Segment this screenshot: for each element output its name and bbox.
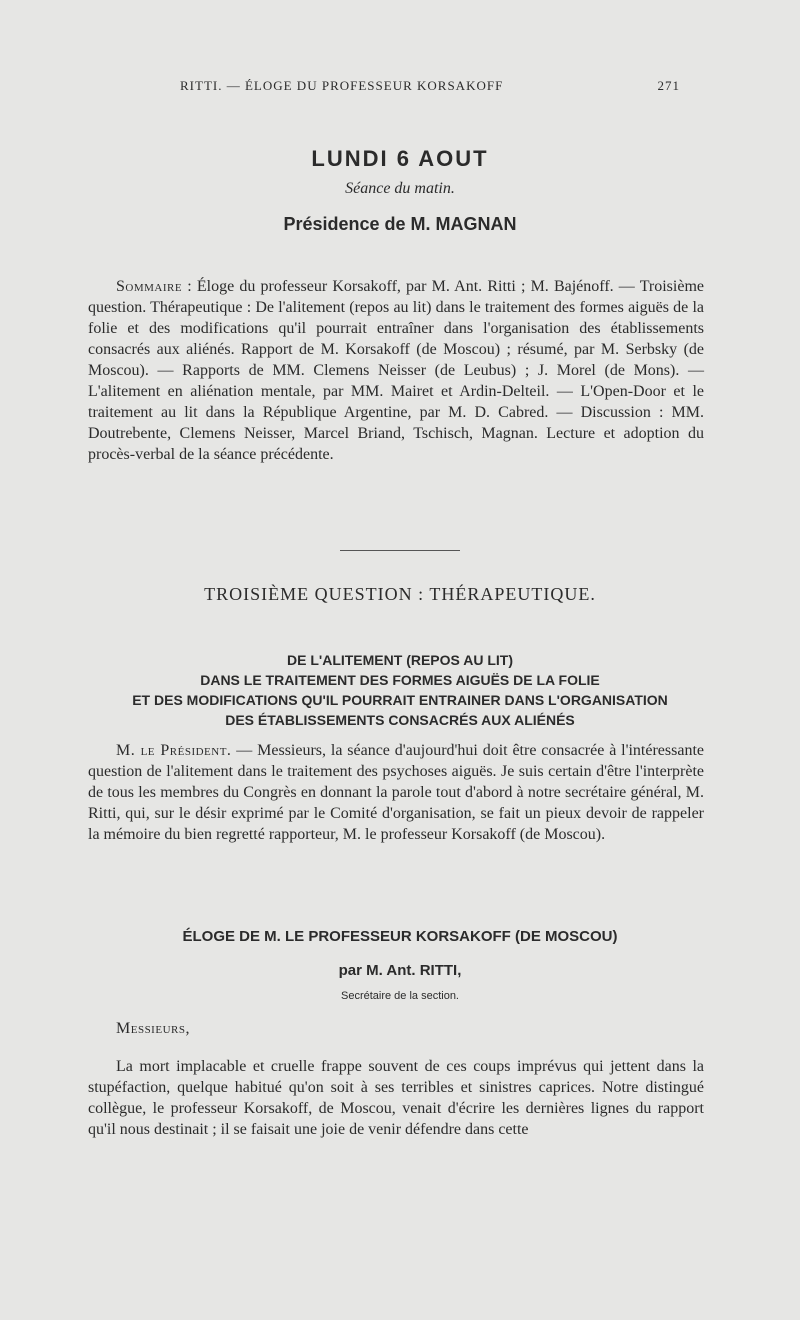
summary-label: Sommaire — [116, 278, 183, 295]
subject-line: DES ÉTABLISSEMENTS CONSACRÉS AUX ALIÉNÉS — [225, 712, 575, 728]
eloge-paragraph: La mort implacable et cruelle frappe souvent de ces coups imprévus qui jettent dans la stupéfaction, quelque habitué qu'on soit à ses terribles et sinistres caprices. Notre distingué collègue, le professeur Korsakoff, de Moscou, venait d'écrire les dernières lignes du rapport qu'il nous destinait ; il se faisait une joie de venir défendre dans cette — [88, 1058, 704, 1138]
summary-paragraph — [88, 276, 704, 465]
session-day: LUNDI 6 AOUT — [311, 146, 489, 171]
eloge-author: par M. Ant. RITTI, — [338, 962, 462, 979]
speaker-name: M. le Président. — [116, 742, 232, 759]
eloge-title: ÉLOGE DE M. LE PROFESSEUR KORSAKOFF (DE MOSCOU) — [182, 928, 618, 945]
eloge-author-role: Secrétaire de la section. — [340, 990, 459, 1002]
subject-line: DE L'ALITEMENT (REPOS AU LIT) — [286, 652, 514, 668]
page-number: 271 — [657, 78, 680, 93]
subject-line: DANS LE TRAITEMENT DES FORMES AIGUËS DE LA FOLIE — [200, 672, 600, 688]
presidence-heading: Présidence de M. MAGNAN — [283, 214, 517, 234]
session-time: Séance du matin. — [345, 180, 455, 197]
subject-line: ET DES MODIFICATIONS QU'IL POURRAIT ENTRAINER DANS L'ORGANISATION — [132, 692, 668, 708]
running-title: RITTI. — ÉLOGE DU PROFESSEUR KORSAKOFF — [180, 78, 504, 93]
eloge-greeting: Messieurs, — [116, 1020, 190, 1037]
subject-heading — [60, 650, 740, 730]
speech-text: — Messieurs, la séance d'aujourd'hui doit être consacrée à l'intéressante question de l'alitement dans le traitement des psychoses aiguës. Je suis certain d'être l'interprète de tous les membres du Congrès en donnant la parole tout d'abord à notre secrétaire général, M. Ritti, qui, sur le désir exprimé par le Comité d'organisation, se fait un pieux devoir de rappeler la mémoire du bien regretté rapporteur, M. le professeur Korsakoff (de Moscou). — [88, 742, 704, 843]
section-divider — [340, 550, 460, 551]
president-speech — [88, 740, 704, 845]
summary-text: : Éloge du professeur Korsakoff, par M. Ant. Ritti ; M. Bajénoff. — Troisième question. Thérapeutique : De l'alitement (repos au lit) dans le traitement des formes aiguës de la folie et des modifications qu'il pourrait entraîner dans l'organisation des établissements consacrés aux aliénés. Rapport de M. Korsakoff (de Moscou) ; résumé, par M. Serbsky (de Moscou). — Rapports de MM. Clemens Neisser (de Leubus) ; J. Morel (de Mons). — L'alitement en aliénation mentale, par MM. Mairet et Ardin-Delteil. — L'Open-Door et le traitement au lit dans la République Argentine, par M. D. Cabred. — Discussion : MM. Doutrebente, Clemens Neisser, Marcel Briand, Tschisch, Magnan. Lecture et adoption du procès-verbal de la séance précédente. — [88, 278, 704, 463]
question-heading: TROISIÈME QUESTION : THÉRAPEUTIQUE. — [204, 584, 596, 604]
